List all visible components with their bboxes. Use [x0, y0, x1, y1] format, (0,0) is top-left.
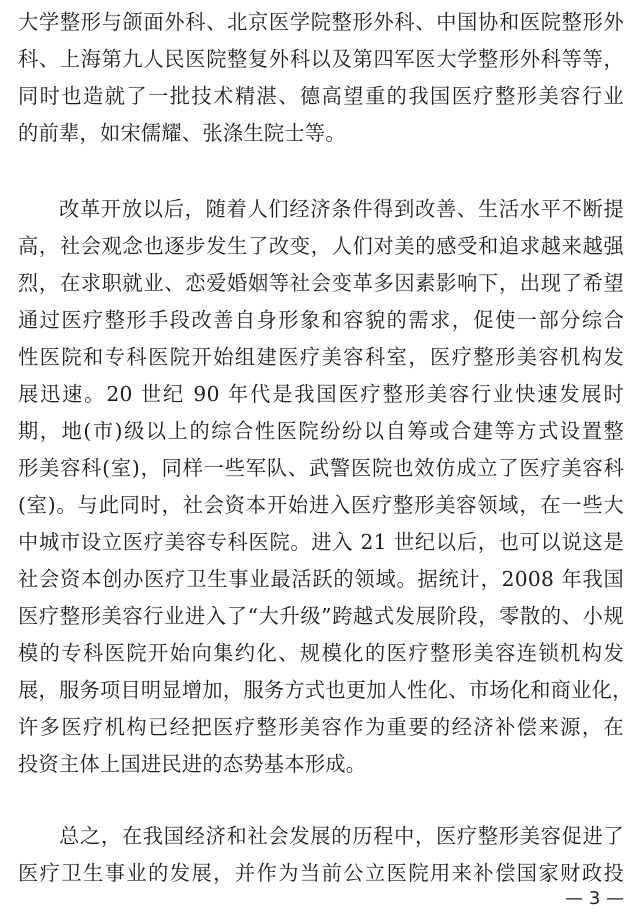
text-line: 社会资本创办医疗卫生事业最活跃的领域。据统计，2008 年我国: [18, 567, 624, 591]
paragraph-2: [18, 191, 633, 783]
page-number: — 3 —: [565, 888, 624, 909]
text-line: 投资主体上国进民进的态势基本形成。: [18, 752, 367, 776]
text-line: 大学整形与颌面外科、北京医学院整形外科、中国协和医院整形外: [18, 10, 624, 34]
text-line: 性医院和专科医院开始组建医疗美容科室，医疗整形美容机构发: [18, 345, 624, 369]
text-line: (室)。与此同时，社会资本开始进入医疗整形美容领域，在一些大: [18, 493, 624, 517]
text-line: 的前辈，如宋儒耀、张涤生院士等。: [18, 121, 346, 145]
text-line: 模的专科医院开始向集约化、规模化的医疗整形美容连锁机构发: [18, 641, 624, 665]
text-line: 高，社会观念也逐步发生了改变，人们对美的感受和追求越来越强: [18, 234, 624, 258]
text-line: 医疗整形美容行业进入了“大升级”跨越式发展阶段，零散的、小规: [18, 604, 624, 628]
text-line: 中城市设立医疗美容专科医院。进入 21 世纪以后，也可以说这是: [18, 530, 624, 554]
paragraph-3: [18, 818, 624, 892]
text-line: 通过医疗整形手段改善自身形象和容貌的需求，促使一部分综合: [18, 308, 624, 332]
text-line: 许多医疗机构已经把医疗整形美容作为重要的经济补偿来源，在: [18, 715, 624, 739]
text-line: 改革开放以后，随着人们经济条件得到改善、生活水平不断提: [59, 197, 624, 221]
text-line: 医疗卫生事业的发展，并作为当前公立医院用来补偿国家财政投: [18, 861, 624, 885]
paragraph-1: [18, 4, 624, 152]
text-line: 同时也造就了一批技术精湛、德高望重的我国医疗整形美容行业: [18, 84, 624, 108]
text-line: 展，服务项目明显增加，服务方式也更加人性化、市场化和商业化，: [18, 678, 633, 702]
text-line: 展迅速。20 世纪 90 年代是我国医疗整形美容行业快速发展时: [18, 382, 624, 406]
text-line: 期，地(市)级以上的综合性医院纷纷以自筹或合建等方式设置整: [18, 419, 624, 443]
text-line: 科、上海第九人民医院整复外科以及第四军医大学整形外科等等，: [18, 47, 624, 71]
text-line: 形美容科(室)，同样一些军队、武警医院也效仿成立了医疗美容科: [18, 456, 624, 480]
text-line: 烈，在求职就业、恋爱婚姻等社会变革多因素影响下，出现了希望: [18, 271, 624, 295]
text-line: 总之，在我国经济和社会发展的历程中，医疗整形美容促进了: [59, 824, 624, 848]
